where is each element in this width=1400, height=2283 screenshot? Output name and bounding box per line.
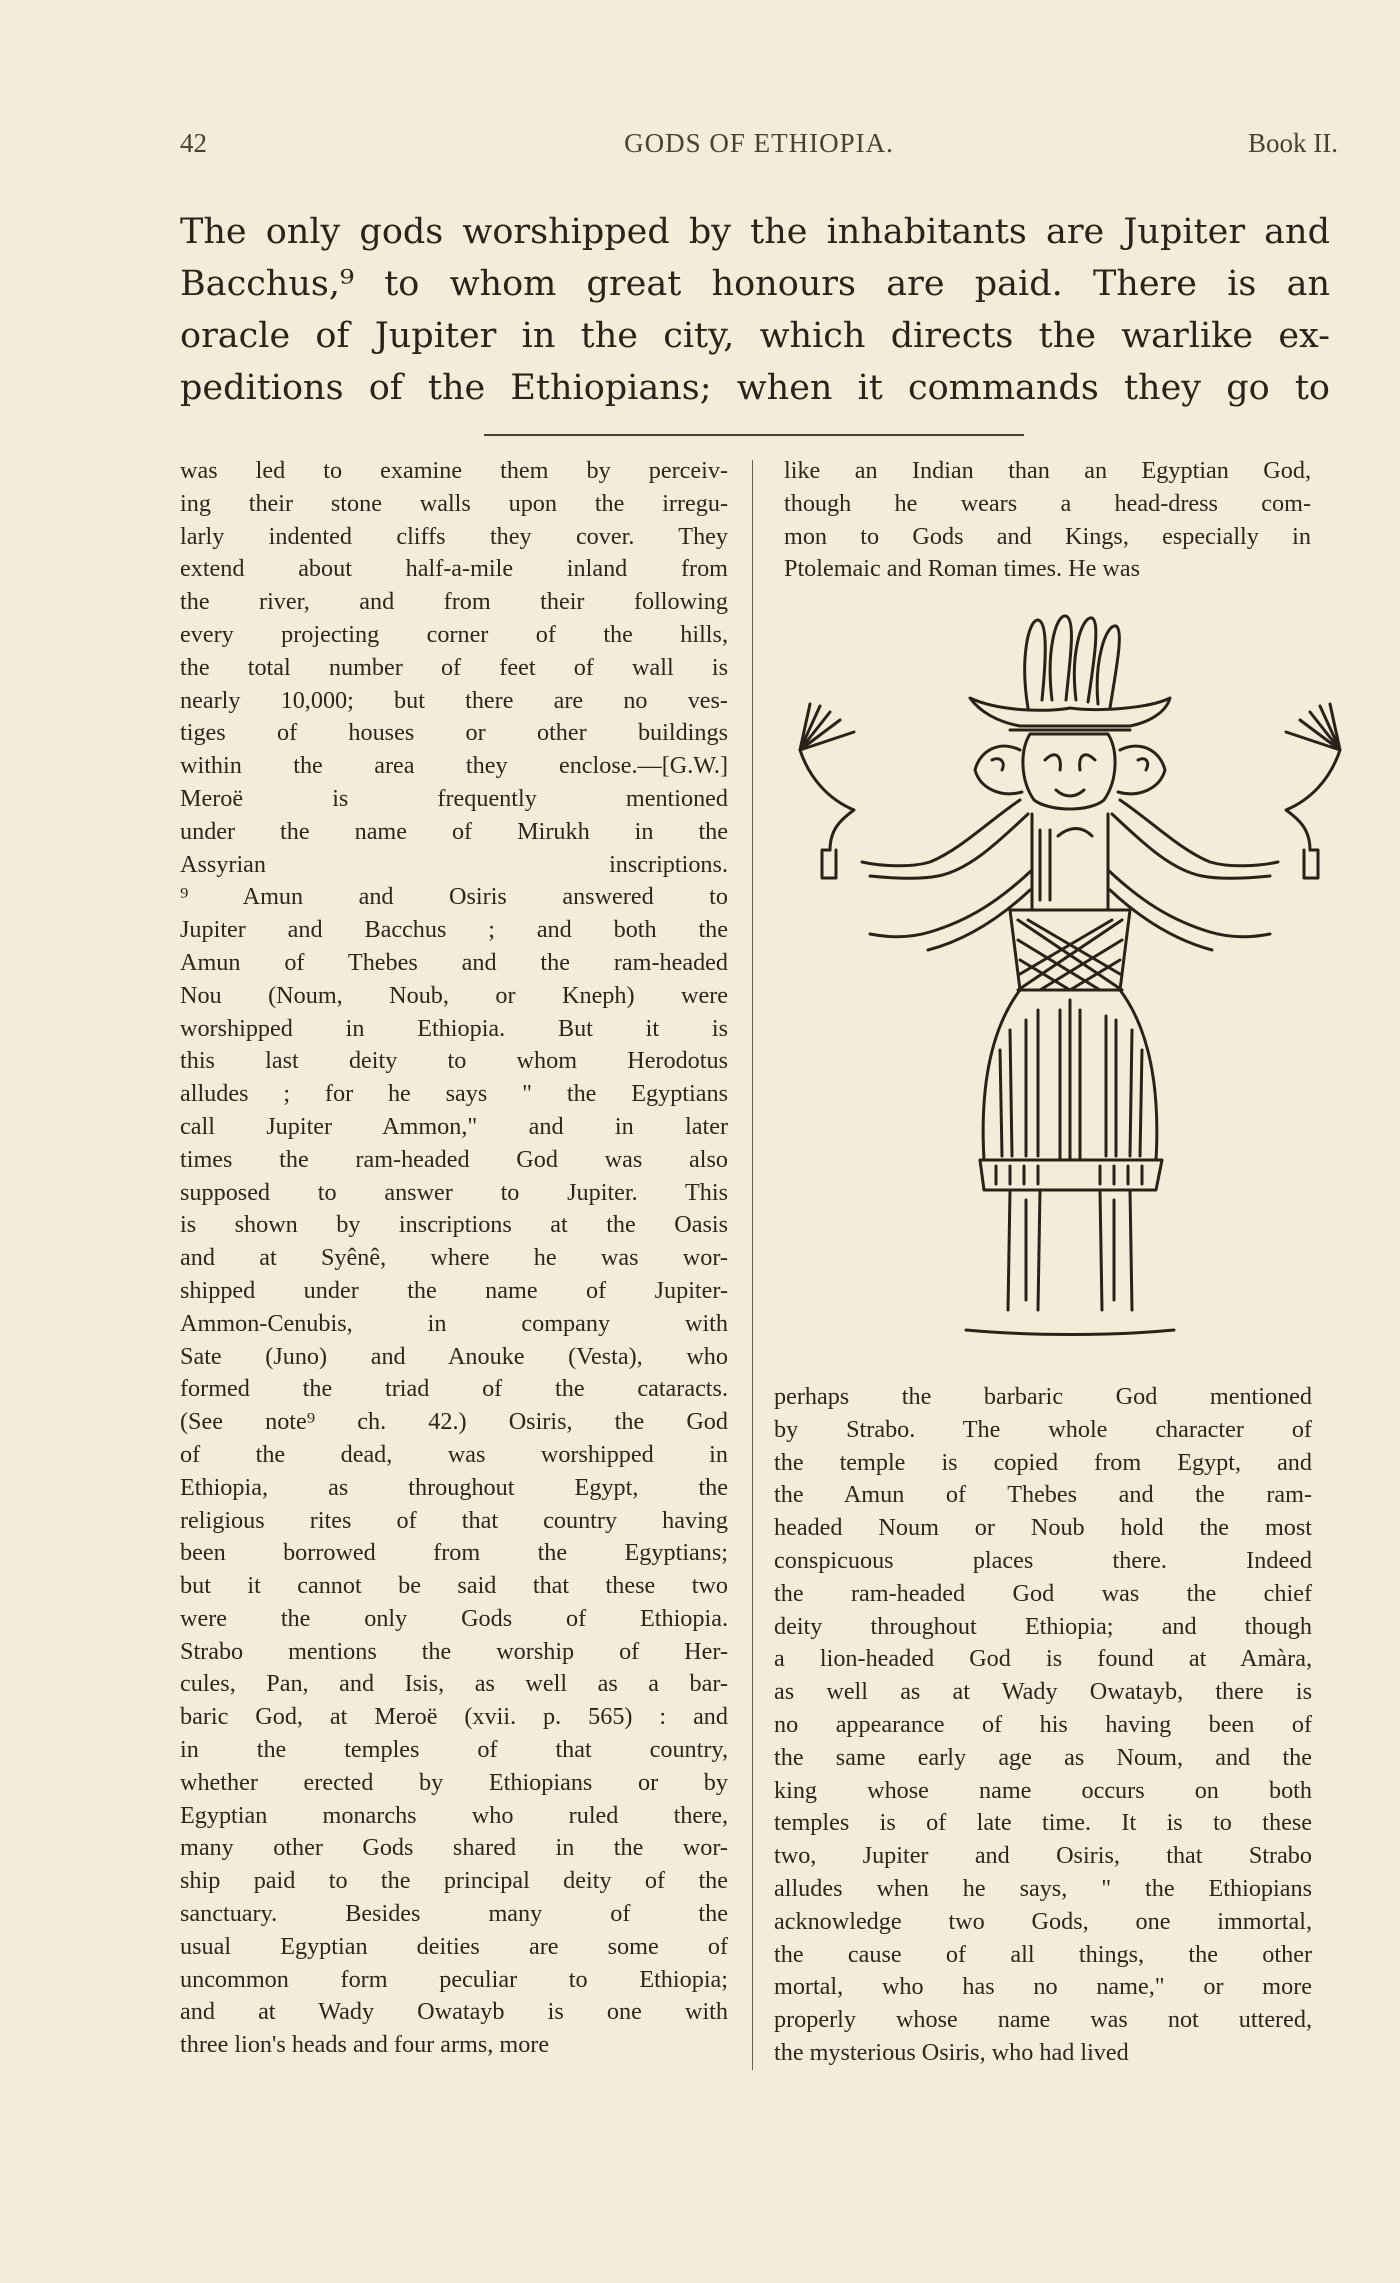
left-column-line: many other Gods shared in the wor- — [180, 1834, 728, 1862]
left-column-line: worshipped in Ethiopia. But it is — [180, 1014, 728, 1042]
footnote-right-column-bottom — [774, 1381, 1312, 2070]
left-column-line: extend about half-a-mile inland from — [180, 555, 728, 583]
right-column-bottom-line: by Strabo. The whole character of — [774, 1415, 1312, 1443]
left-column-line: the total number of feet of wall is — [180, 653, 728, 681]
left-column-line: the river, and from their following — [180, 588, 728, 616]
left-column-line: within the area they enclose.—[G.W.] — [180, 752, 728, 780]
chapter-title: GODS OF ETHIOPIA. — [624, 128, 894, 158]
arm-lower-left — [870, 870, 1032, 937]
left-column-line: and at Wady Owatayb is one with — [180, 1998, 728, 2026]
lion-head-right — [1118, 746, 1165, 794]
crown-feathers — [1025, 616, 1120, 708]
right-column-bottom-line: perhaps the barbaric God mentioned — [774, 1383, 1312, 1410]
left-column-line: (See note⁹ ch. 42.) Osiris, the God — [180, 1408, 728, 1436]
right-column-bottom-line: the cause of all things, the other — [774, 1940, 1312, 1968]
left-column-line: is shown by inscriptions at the Oasis — [180, 1211, 728, 1239]
right-column-bottom-line: conspicuous places there. Indeed — [774, 1546, 1312, 1574]
left-column-line: this last deity to whom Herodotus — [180, 1047, 728, 1075]
page-number: 42 — [180, 128, 207, 158]
footnote-left-column — [180, 455, 728, 2062]
right-column-bottom-line: a lion-headed God is found at Amàra, — [774, 1645, 1312, 1673]
left-column-line: whether erected by Ethiopians or by — [180, 1768, 728, 1796]
left-column-line: call Jupiter Ammon," and in later — [180, 1112, 728, 1140]
right-column-top-line: like an Indian than an Egyptian God, — [784, 457, 1311, 484]
collar — [1010, 910, 1130, 990]
right-column-bottom-line: king whose name occurs on both — [774, 1776, 1312, 1804]
left-column-line: under the name of Mirukh in the — [180, 817, 728, 845]
right-column-bottom-line: the mysterious Osiris, who had lived — [774, 2038, 1129, 2066]
left-column-line: tiges of houses or other buildings — [180, 719, 728, 747]
right-column-bottom-line: mortal, who has no name," or more — [774, 1973, 1312, 2001]
main-line: peditions of the Ethiopians; when it commands they go to — [180, 368, 1330, 408]
left-column-line: Meroë is frequently mentioned — [180, 784, 728, 812]
right-column-bottom-line: temples is of late time. It is to these — [774, 1809, 1312, 1837]
main-line: oracle of Jupiter in the city, which directs the warlike ex- — [180, 316, 1330, 356]
right-column-bottom-line: no appearance of his having been of — [774, 1710, 1312, 1738]
right-column-bottom-line: as well as at Wady Owatayb, there is — [774, 1678, 1312, 1706]
main-line: The only gods worshipped by the inhabitants are Jupiter and — [180, 212, 1330, 252]
right-column-bottom-line: the ram-headed God was the chief — [774, 1579, 1312, 1607]
left-column-line: but it cannot be said that these two — [180, 1572, 728, 1600]
arm-lower-right — [1108, 870, 1270, 937]
footnote-right-column-top — [784, 455, 1311, 586]
left-column-line: Jupiter and Bacchus ; and both the — [180, 916, 728, 944]
main-text — [180, 206, 1330, 414]
left-column-line: times the ram-headed God was also — [180, 1145, 728, 1173]
left-column-line: nearly 10,000; but there are no ves- — [180, 686, 728, 714]
right-column-bottom-line: two, Jupiter and Osiris, that Strabo — [774, 1842, 1312, 1870]
right-column-top-line: though he wears a head-dress com- — [784, 489, 1311, 517]
left-column-line: were the only Gods of Ethiopia. — [180, 1604, 728, 1632]
lion-head-center — [1023, 734, 1115, 809]
fan-left — [800, 704, 854, 850]
left-column-line: was led to examine them by perceiv- — [180, 457, 728, 484]
left-column-line: of the dead, was worshipped in — [180, 1440, 728, 1468]
left-column-line: cules, Pan, and Isis, as well as a bar- — [180, 1670, 728, 1698]
right-column-bottom-line: deity throughout Ethiopia; and though — [774, 1612, 1312, 1640]
left-column-line: Nou (Noum, Noub, or Kneph) were — [180, 981, 728, 1009]
left-column-line: uncommon form peculiar to Ethiopia; — [180, 1965, 728, 1993]
footnote-rule — [484, 434, 1024, 436]
right-column-top-line: Ptolemaic and Roman times. He was — [784, 555, 1141, 583]
left-column-line: baric God, at Meroë (xvii. p. 565) : and — [180, 1703, 728, 1731]
left-column-line: and at Syênê, where he was wor- — [180, 1244, 728, 1272]
left-column-line: Sate (Juno) and Anouke (Vesta), who — [180, 1342, 728, 1370]
left-column-line: larly indented cliffs they cover. They — [180, 522, 728, 550]
left-column-line: religious rites of that country having — [180, 1506, 728, 1534]
lion-head-left — [975, 746, 1022, 794]
left-column-line: Assyrian inscriptions. — [180, 850, 728, 878]
left-column-line: alludes ; for he says " the Egyptians — [180, 1080, 728, 1108]
left-column-line: Strabo mentions the worship of Her- — [180, 1637, 728, 1665]
right-column-bottom-line: properly whose name was not uttered, — [774, 2006, 1312, 2034]
left-column-line: sanctuary. Besides many of the — [180, 1900, 728, 1928]
right-column-top-line: mon to Gods and Kings, especially in — [784, 522, 1311, 550]
column-divider — [752, 460, 753, 2070]
left-column-line: shipped under the name of Jupiter- — [180, 1276, 728, 1304]
running-head — [180, 128, 1338, 168]
left-column-line: Ethiopia, as throughout Egypt, the — [180, 1473, 728, 1501]
belt — [980, 1160, 1162, 1190]
left-column-line: in the temples of that country, — [180, 1736, 728, 1764]
right-column-bottom-line: alludes when he says, " the Ethiopians — [774, 1874, 1312, 1902]
left-column-line: Ammon-Cenubis, in company with — [180, 1309, 728, 1337]
left-column-line: formed the triad of the cataracts. — [180, 1375, 728, 1403]
left-column-line: every projecting corner of the hills, — [180, 620, 728, 648]
left-column-line: ⁹ Amun and Osiris answered to — [180, 883, 728, 911]
right-column-bottom-line: the temple is copied from Egypt, and — [774, 1448, 1312, 1476]
main-line: Bacchus,⁹ to whom great honours are paid. There is an — [180, 264, 1330, 304]
book-label: Book II. — [1248, 128, 1338, 158]
left-column-line: ship paid to the principal deity of the — [180, 1867, 728, 1895]
fan-right — [1286, 704, 1340, 850]
left-column-line: Amun of Thebes and the ram-headed — [180, 948, 728, 976]
crown-horns — [970, 698, 1170, 726]
left-column-line: been borrowed from the Egyptians; — [180, 1539, 728, 1567]
left-column-line: supposed to answer to Jupiter. This — [180, 1178, 728, 1206]
right-column-bottom-line: headed Noum or Noub hold the most — [774, 1514, 1312, 1542]
left-column-line: Egyptian monarchs who ruled there, — [180, 1801, 728, 1829]
left-column-line: three lion's heads and four arms, more — [180, 2031, 550, 2059]
arm-upper-right — [1120, 800, 1278, 866]
right-column-bottom-line: the same early age as Noum, and the — [774, 1743, 1312, 1771]
left-column-line: usual Egyptian deities are some of — [180, 1932, 728, 1960]
right-column-bottom-line: the Amun of Thebes and the ram- — [774, 1481, 1312, 1509]
left-column-line: ing their stone walls upon the irregu- — [180, 489, 728, 517]
lion-headed-god-illustration — [770, 600, 1370, 1360]
right-column-bottom-line: acknowledge two Gods, one immortal, — [774, 1907, 1312, 1935]
arm-upper-left — [862, 800, 1020, 866]
